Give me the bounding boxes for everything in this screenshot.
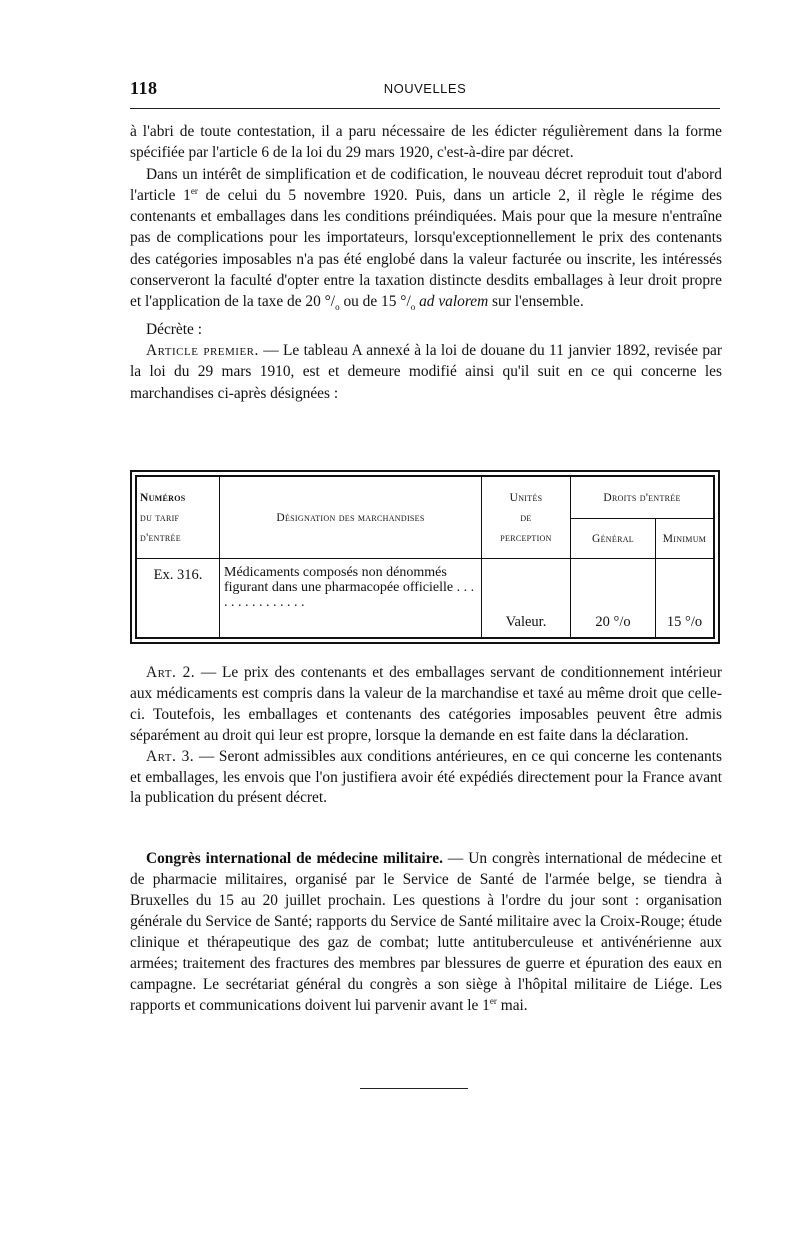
article-3-label: Art. 3. <box>146 747 195 765</box>
header-numeros-line-2: du tarif <box>140 511 180 524</box>
paragraph-2-text-a: Dans un intérêt de simplification et de codification, le nouveau décret reproduit tout d'abord l'article 1 <box>130 165 722 204</box>
header-numeros <box>137 477 220 559</box>
paragraph-2-text-d: sur l'ensemble. <box>488 293 584 311</box>
congres-text-b: mai. <box>496 997 528 1014</box>
article-3-text: — Seront admissibles aux conditions antérieures, en ce qui concerne les contenants et emballages, les envois que l'on justifiera avoir été expédiés directement pour la France avant la publication du présent décret. <box>130 747 722 807</box>
tariff-table <box>130 470 720 644</box>
superscript: er <box>489 995 497 1006</box>
header-minimum <box>656 519 714 559</box>
header-droits-text: Droits d'entrée <box>603 491 681 504</box>
subscript: o <box>335 302 340 313</box>
header-droits <box>571 477 714 519</box>
article-1-label: Article premier. <box>146 342 259 360</box>
paragraph-1: à l'abri de toute contestation, il a paru nécessaire de les édicter régulièrement dans la forme spécifiée par l'article 6 de la loi du 29 mars 1920, c'est-à-dire par décret. <box>130 123 722 162</box>
header-minimum-text: Minimum <box>662 532 707 545</box>
header-general <box>571 519 656 559</box>
body-text-top <box>130 121 722 404</box>
superscript: er <box>190 185 198 196</box>
header-numeros-line-3: d'entrée <box>140 531 181 544</box>
paragraph-2 <box>130 164 722 319</box>
tariff-grid <box>136 476 714 638</box>
header-rule <box>130 108 720 109</box>
running-title: NOUVELLES <box>383 81 467 96</box>
page-header <box>130 78 720 100</box>
header-unites-line-3: perception <box>500 531 552 544</box>
article-2 <box>130 663 722 747</box>
paragraph-2-text-b: de celui du 5 novembre 1920. Puis, dans un article 2, il règle le régime des contenants et emballages dans les conditions préindiquées. Mais pour que la mesure n'entraîne pas de complications pour les importateurs, lorsqu'exceptionnellement le prix des contenants des catégories imposables n'a pas été englobé dans la valeur facturée ou inscrite, les intéressés conserveront la faculté d'opter entre la taxation distincte desdits emballages à leur droit propre et l'application de la taxe de 20 °/ <box>130 186 722 311</box>
header-unites <box>482 477 571 559</box>
congres-title: Congrès international de médecine militaire. <box>146 850 443 867</box>
article-1 <box>130 340 722 404</box>
article-3 <box>130 747 722 810</box>
header-designation <box>220 477 482 559</box>
article-1-text: — Le tableau A annexé à la loi de douane du 11 janvier 1892, revisée par la loi du 29 mars 1910, est et demeure modifié ainsi qu'il suit en ce qui concerne les marchandises ci-après désignées : <box>130 342 722 402</box>
table-row <box>137 559 714 638</box>
cell-numero: Ex. 316. <box>137 559 220 638</box>
decrete-line: Décrète : <box>146 320 202 338</box>
body-text-articles <box>130 663 722 809</box>
congres-text-a: — Un congrès international de médecine et de pharmacie militaires, organisé par le Service de Santé de l'armée belge, se tiendra à Bruxelles du 15 au 20 juillet prochain. Les questions à l'ordre du jour sont : organisation générale du Service de Santé; rapports du Service de Santé militaire avec la Croix-Rouge; étude clinique et thérapeutique des gaz de combat; lutte antituberculeuse et antivénérienne aux armées; traitement des fractures des membres par blessures de guerre et épuration des eaux en campagne. Le secrétariat général du congrès a son siège à l'hôpital militaire de Liége. Les rapports et communications doivent lui parvenir avant le 1 <box>130 850 722 1014</box>
page-number: 118 <box>130 78 158 98</box>
body-text-congres <box>130 848 722 1016</box>
header-general-text: Général <box>592 532 634 545</box>
cell-general: 20 °/o <box>571 559 656 638</box>
cell-designation: Médicaments composés non dénommés figurant dans une pharmacopée officielle . . . . . . . . . . . . . . . <box>220 559 482 638</box>
cell-unite: Valeur. <box>482 559 571 638</box>
closing-rule <box>360 1088 468 1089</box>
article-2-text: — Le prix des contenants et des emballages servant de conditionnement intérieur aux médicaments est compris dans la valeur de la marchandise et taxé au même droit que celle-ci. Toutefois, les emballages et contenants des catégories imposables peuvent être admis séparément au droit qui leur est propre, lorsque la demande en est faite dans la déclaration. <box>130 664 723 744</box>
paragraph-2-text-c: ou de 15 °/ <box>339 293 411 311</box>
header-numeros-line-1: Numéros <box>140 491 186 504</box>
cell-minimum: 15 °/o <box>656 559 714 638</box>
congres-paragraph <box>130 848 722 1016</box>
header-unites-line-2: de <box>520 511 532 524</box>
header-designation-text: Désignation des marchandises <box>276 511 425 524</box>
italic-ad-valorem: ad valorem <box>415 293 489 311</box>
subscript: o <box>410 302 416 313</box>
tariff-table-inner <box>135 475 715 639</box>
article-2-label: Art. 2. <box>146 664 196 681</box>
header-unites-line-1: Unités <box>509 491 543 504</box>
